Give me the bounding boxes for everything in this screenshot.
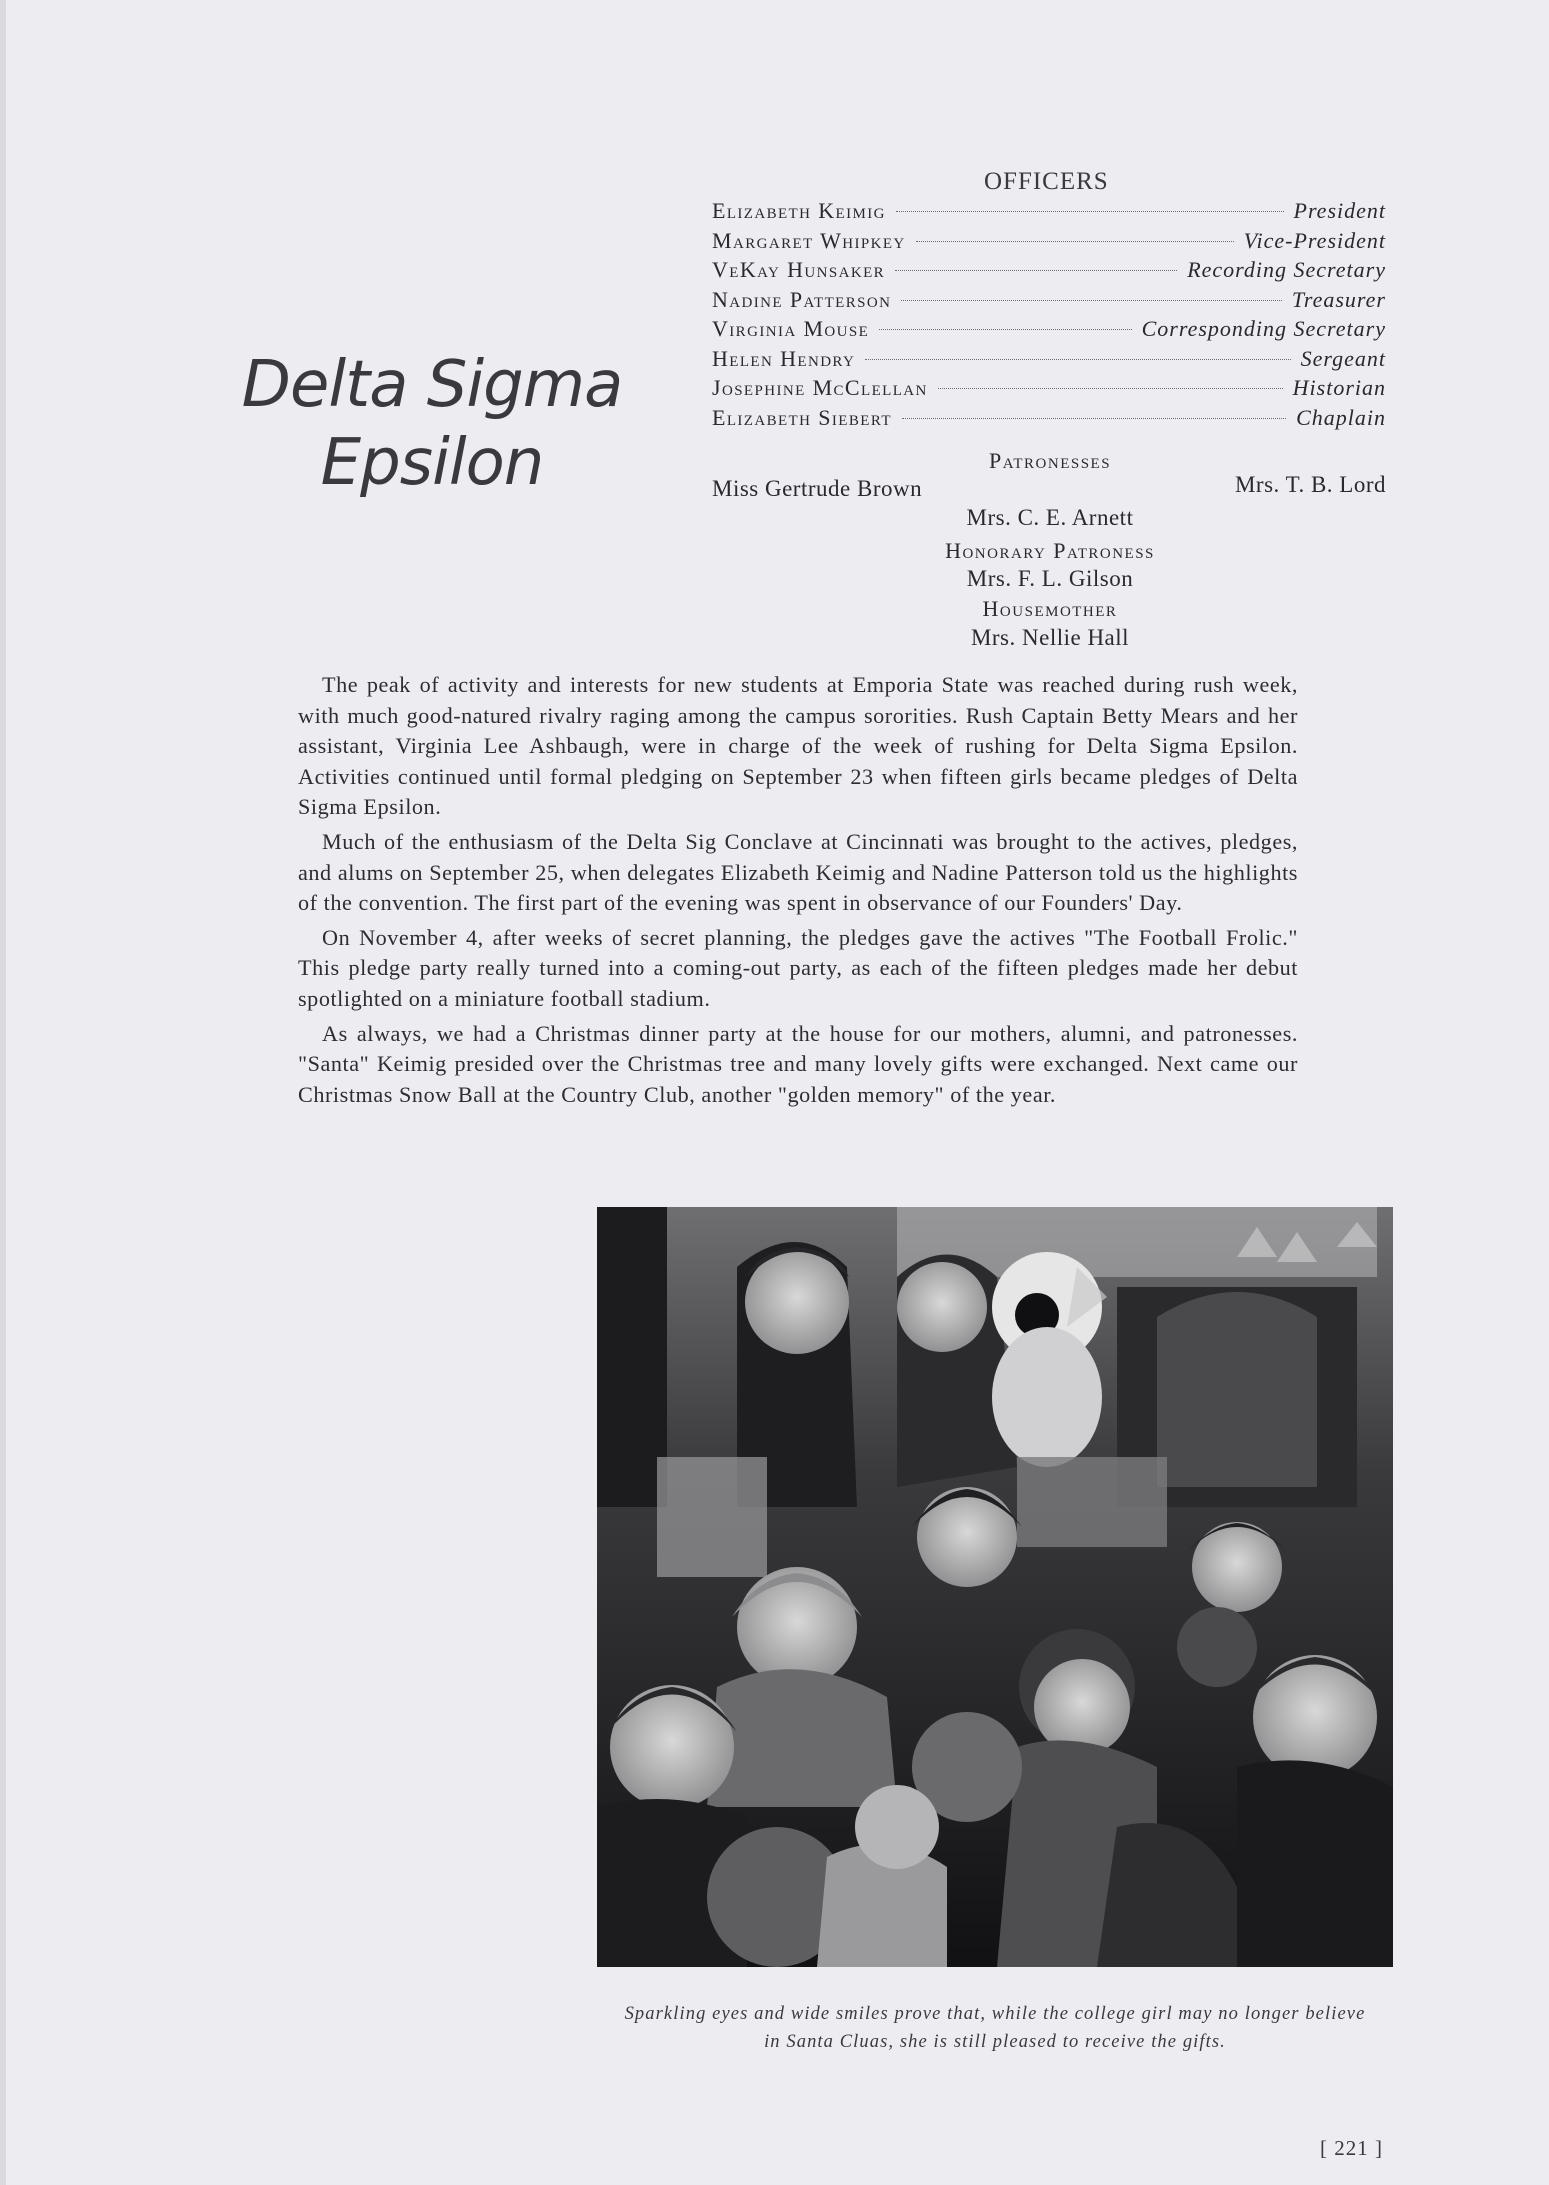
officer-name: Nadine Patterson: [712, 286, 892, 312]
page-edge: [0, 0, 6, 2185]
officer-row: [712, 405, 1386, 435]
patronesses-heading: Patronesses: [988, 448, 1112, 473]
officer-title: Chaplain: [1296, 404, 1386, 430]
dotted-leader: [902, 418, 1286, 419]
officer-title: Recording Secretary: [1187, 257, 1386, 282]
officer-row: [712, 287, 1386, 317]
paragraph: Much of the enthusiasm of the Delta Sig Conclave at Cincinnati was brought to the actives, pledges, and alums on September 25, when delegates Elizabeth Keimig and Nadine Patterson told us the highlights of the convention. The first part of the evening was spent in observance of our Founders' Day.: [298, 828, 1298, 916]
officer-row: [712, 346, 1386, 376]
housemother-heading: Housemother: [982, 596, 1118, 621]
officer-title: Sergeant: [1300, 345, 1386, 371]
officer-title: Vice-President: [1243, 227, 1386, 253]
officer-name: Elizabeth Keimig: [712, 198, 886, 223]
officer-title: President: [1293, 198, 1386, 223]
patroness-right: Mrs. T. B. Lord: [1234, 472, 1386, 497]
dotted-leader: [916, 241, 1234, 242]
caption-line-2: in Santa Cluas, she is still pleased to receive the gifts.: [764, 2032, 1226, 2052]
paragraph: The peak of activity and interests for new students at Emporia State was reached during rush week, with much good-natured rivalry raging among the campus sororities. Rush Captain Betty Mears and her assistant, Virginia Lee Ashbaugh, were in charge of the week of rushing for Delta Sigma Epsilon. Activities continued until formal pledging on September 23 when fifteen girls became pledges of Delta Sigma Epsilon.: [298, 672, 1298, 820]
officer-title: Treasurer: [1291, 286, 1386, 312]
page-title: [232, 346, 632, 502]
officer-name: Elizabeth Siebert: [712, 404, 892, 430]
officer-row: [712, 375, 1386, 405]
paragraph: As always, we had a Christmas dinner party at the house for our mothers, alumni, and patronesses. "Santa" Keimig presided over the Christmas tree and many lovely gifts were exchanged. Next came our Christmas Snow Ball at the Country Club, another "golden memory" of the year.: [298, 1020, 1298, 1107]
officer-name: VeKay Hunsaker: [712, 257, 886, 282]
dotted-leader: [901, 300, 1281, 301]
officer-row: [712, 228, 1386, 258]
page-number: [ 221 ]: [1320, 2136, 1383, 2160]
honorary-patroness-name: Mrs. F. L. Gilson: [966, 566, 1134, 591]
officer-row: [712, 198, 1386, 228]
officers-heading: OFFICERS: [984, 168, 1109, 195]
dotted-leader: [938, 388, 1283, 389]
honorary-patroness-heading: Honorary Patroness: [945, 538, 1155, 563]
paragraph: On November 4, after weeks of secret planning, the pledges gave the actives "The Football Frolic." This pledge party really turned into a coming-out party, as each of the fifteen pledges made her debut spotlighted on a miniature football stadium.: [298, 924, 1298, 1011]
officer-name: Josephine McClellan: [712, 375, 928, 400]
photo-caption: [580, 2000, 1410, 2056]
christmas-party-photo: [597, 1207, 1393, 1967]
title-line-1: Delta Sigma: [241, 348, 623, 422]
dotted-leader: [865, 359, 1290, 360]
patroness-center: Mrs. C. E. Arnett: [966, 505, 1134, 530]
caption-line-1: Sparkling eyes and wide smiles prove that, while the college girl may no longer believe: [624, 2004, 1366, 2024]
officer-name: Virginia Mouse: [712, 316, 870, 341]
dotted-leader: [895, 270, 1177, 271]
officer-title: Corresponding Secretary: [1141, 316, 1386, 341]
officer-row: [712, 257, 1386, 287]
article-body: [298, 670, 1298, 1114]
officer-name: Margaret Whipkey: [712, 227, 906, 253]
dotted-leader: [879, 329, 1131, 330]
housemother-name: Mrs. Nellie Hall: [970, 625, 1130, 650]
photo-image: [597, 1207, 1393, 1967]
officer-title: Historian: [1292, 375, 1386, 400]
officers-list: [712, 198, 1386, 434]
officer-row: [712, 316, 1386, 346]
dotted-leader: [896, 211, 1284, 212]
patroness-left: Miss Gertrude Brown: [712, 476, 923, 501]
title-line-2: Epsilon: [320, 426, 544, 501]
officer-name: Helen Hendry: [712, 345, 856, 371]
